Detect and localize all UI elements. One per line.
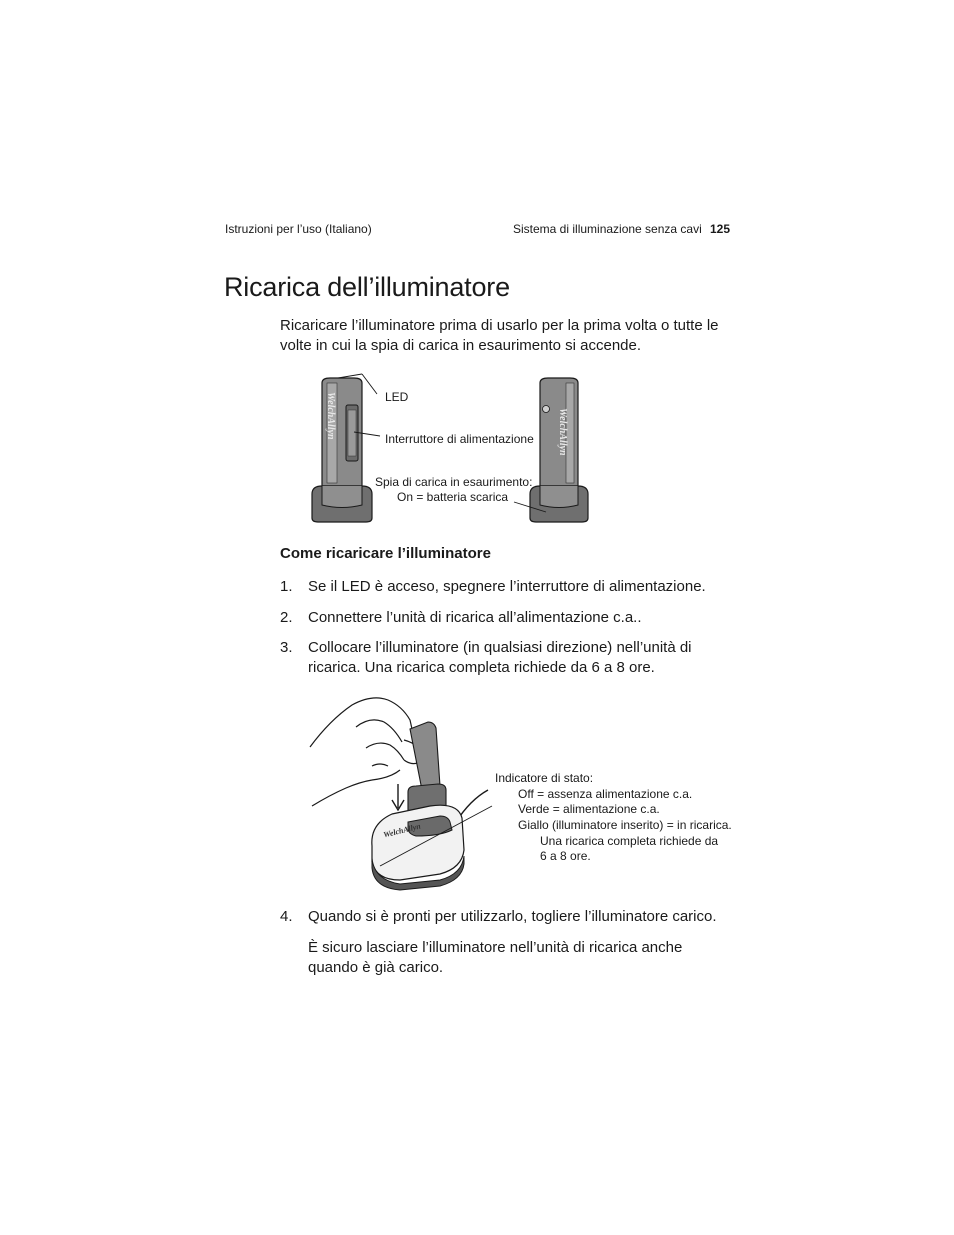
inserted-illuminator-drawing — [408, 722, 446, 812]
label-led: LED — [385, 390, 409, 404]
page-number: 125 — [710, 222, 731, 236]
brand-logo-right: WelchAllyn — [557, 408, 568, 456]
step-4-note: È sicuro lasciare l’illuminatore nell’unità di ricarica anche quando è già carico. — [308, 939, 683, 976]
step-4-text: Quando si è pronti per utilizzarlo, togliere l’illuminatore carico. — [308, 908, 717, 925]
status-note-line1: Una ricarica completa richiede da — [540, 834, 719, 848]
status-green: Verde = alimentazione c.a. — [518, 802, 660, 816]
status-yellow: Giallo (illuminatore inserito) = in ricarica. — [518, 818, 732, 832]
brand-logo-left: WelchAllyn — [325, 392, 336, 440]
step-2-number: 2. — [280, 609, 293, 626]
status-indicator-title: Indicatore di stato: — [495, 771, 594, 785]
status-note-line2: 6 a 8 ore. — [540, 849, 591, 863]
section-subheading: Come ricaricare l’illuminatore — [280, 545, 491, 562]
header-right-text: Sistema di illuminazione senza cavi — [513, 222, 702, 236]
step-1-number: 1. — [280, 578, 293, 595]
step-2-text: Connettere l’unità di ricarica all’alimentazione c.a.. — [308, 609, 642, 626]
step-4-number: 4. — [280, 908, 293, 925]
label-power-switch: Interruttore di alimentazione — [385, 432, 534, 446]
header-left-text: Istruzioni per l’uso (Italiano) — [225, 222, 372, 236]
down-arrow-icon — [392, 784, 404, 810]
status-off: Off = assenza alimentazione c.a. — [518, 787, 693, 801]
step-3-number: 3. — [280, 639, 293, 656]
intro-paragraph: Ricaricare l’illuminatore prima di usarlo per la prima volta o tutte le volte in cui la spia di carica in esaurimento si accende. — [280, 317, 719, 354]
label-low-battery-desc: On = batteria scarica — [397, 490, 509, 504]
label-low-battery: Spia di carica in esaurimento: — [375, 475, 533, 489]
charger-base-drawing — [372, 805, 464, 890]
charger-brand-logo: WelchAllyn — [382, 821, 422, 840]
step-3-text: Collocare l’illuminatore (in qualsiasi direzione) nell’unità di ricarica. Una ricarica completa richiede da 6 a 8 ore. — [308, 639, 692, 676]
page-title: Ricarica dell’illuminatore — [224, 272, 510, 302]
step-1-text: Se il LED è acceso, spegnere l’interruttore di alimentazione. — [308, 578, 706, 595]
